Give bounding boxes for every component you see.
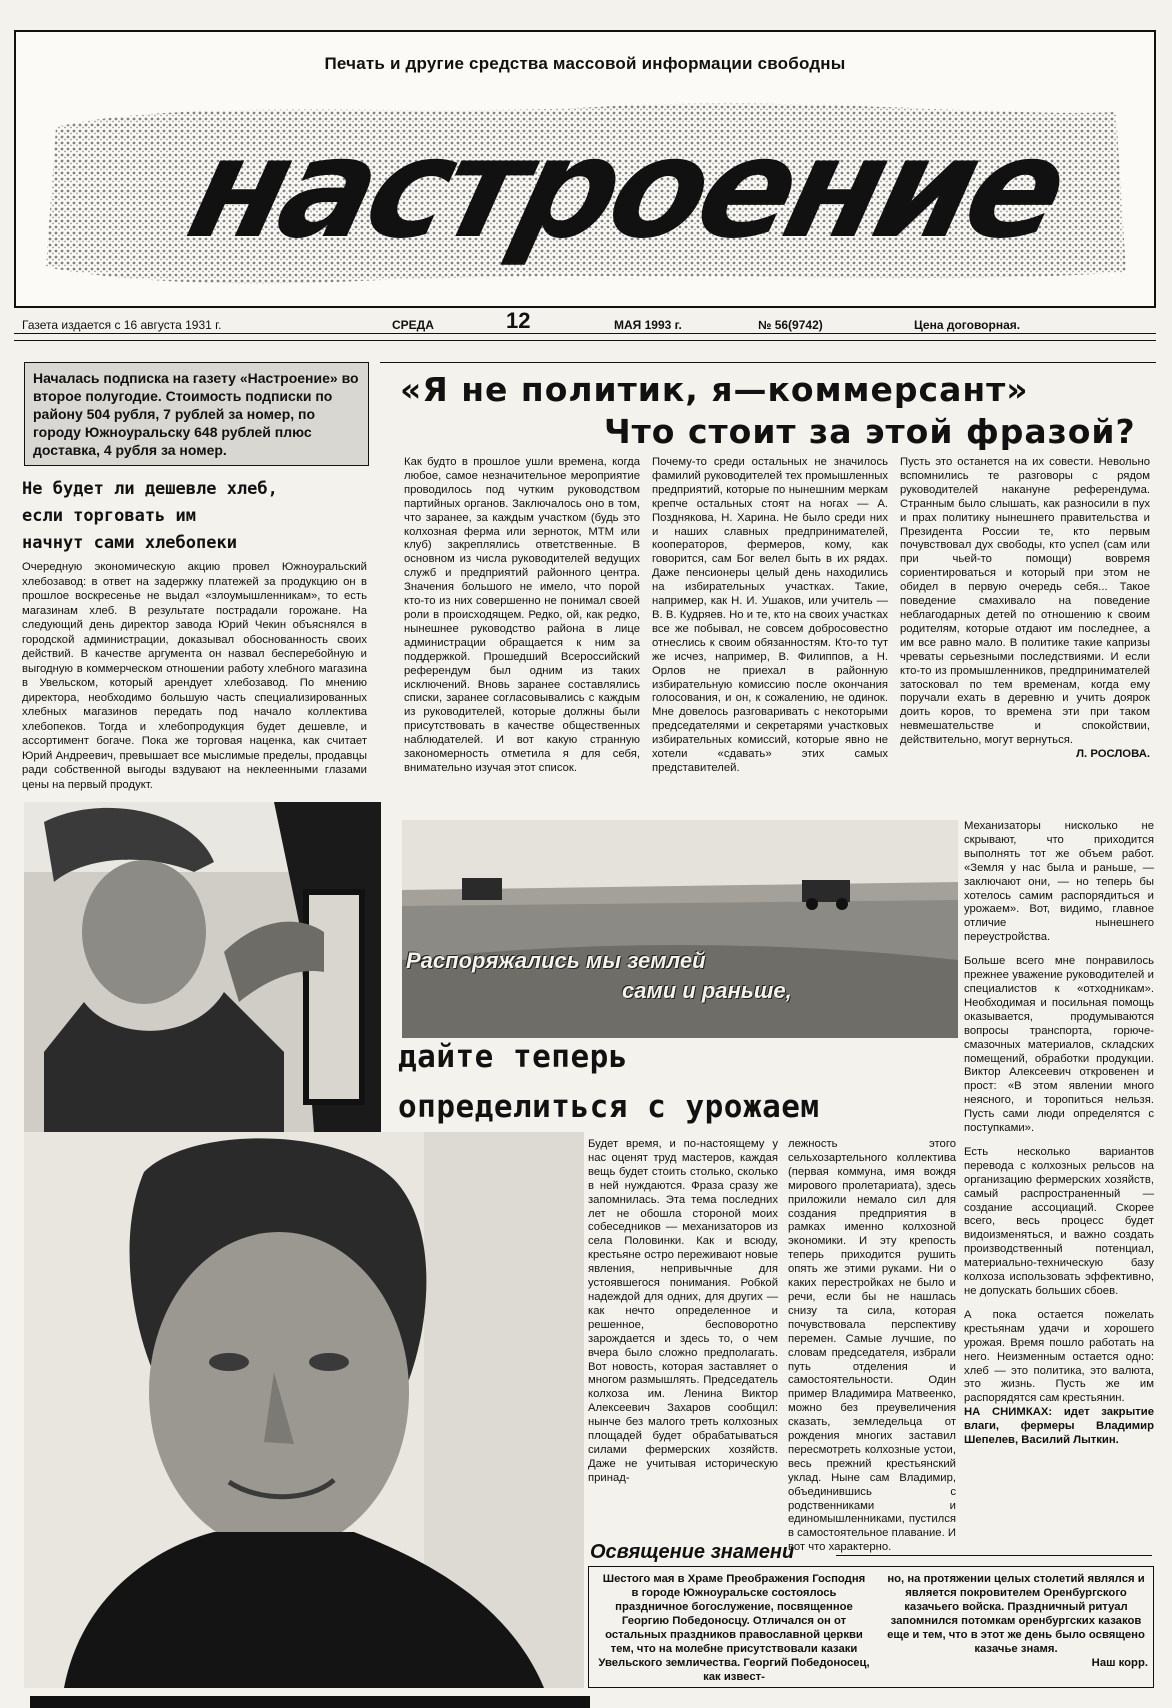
banner-title-rule <box>836 1555 1152 1556</box>
banner-column-2-text: но, на протяжении целых столетий являлся и является покровителем Оренбургского казачьего войска. Праздничный ритуал запомнился потомкам оренбургских казаков еще и тем, что в этот же день было освящено казачье знамя. <box>887 1573 1145 1655</box>
masthead <box>14 30 1156 308</box>
politics-subheadline: Что стоит за этой фразой? <box>604 412 1136 451</box>
harvest-column-3-para-2: Больше всего мне понравилось прежнее уважение руководителей и специалистов к «отходникам». Необходимая и посильная помощь оказывается, продумываются вопросы транспорта, горюче-смазочных материалов, складских помещений, обработки продукции. Виктор Алексеевич откровенен и прост: «В этом явлении много неясного, и торопиться нельзя. Пусть сами люди определятся с поступками». <box>964 955 1154 1135</box>
bottom-border-bar <box>30 1696 590 1708</box>
bread-title-line-1: Не будет ли дешевле хлеб, <box>22 479 278 499</box>
banner-author: Наш корр. <box>1091 1657 1148 1669</box>
harvest-column-3-para-4: А пока остается пожелать крестьянам удачи и хорошего урожая. Время пошло работать на него. Неизменным остается одно: хлеб — это политика, это валюта, это жизнь. Пусть же им распорядятся сам крестьянин. <box>964 1308 1154 1405</box>
masthead-title: настроение <box>174 108 1078 269</box>
bread-article-body: Очередную экономическую акцию провел Южноуральский хлебозавод: в ответ на задержку платежей за продукцию он в прошлое воскресенье не выдал «злоумышленникам», то есть магазинам хлеб. В результате пострадали горожане. На следующий день директор завода Юрий Чекин объяснялся в городской администрации, доказывал обоснованность своих действий. В качестве аргумента он назвал бесперебойную и выгодную в коммерческом отношении работу хлебного магазина в Увельском, который арендует хлебозавод. По мнению директора, необходимо большую часть специализированных хлебных магазинов передать под начало коллектива хлебопеков. Тогда и хлебопродукция будет дешевле, и ассортимент богаче. Пока же торговая наценка, как считает Юрий Андреевич, превышает все мыслимые пределы, продавцы ради собственной выгоды вздувают на неклеенными глазами цены на первый продукт. <box>22 561 367 791</box>
issue-meta-row <box>22 308 1152 340</box>
banner-column-2 <box>884 1572 1148 1684</box>
subscription-notice: Началась подписка на газету «Настроение» во второе полугодие. Стоимость подписки по району 504 рубля, 7 рублей за номер, по городу Южноуральску 648 рублей плюс доставка, 4 рубля за номер. <box>24 362 369 466</box>
politics-author: Л. РОСЛОВА. <box>1076 748 1150 761</box>
price-note: Цена договорная. <box>914 318 1021 332</box>
issue-number: № 56(9742) <box>758 318 823 332</box>
harvest-title-line-2: определиться с урожаем <box>398 1089 820 1125</box>
field-caption-line-2: сами и раньше, <box>622 978 792 1003</box>
field-caption-line-1: Распоряжались мы землей <box>406 948 706 973</box>
politics-column-3 <box>900 456 1150 784</box>
harvest-column-3 <box>964 820 1154 1544</box>
harvest-column-2: лежность этого сельхозартельного коллектива (первая коммуна, имя вождя мирового пролетариата), здесь приложили немало сил для создания предприятия в рамках именно колхозной экономики. И эту крепость теперь приходится рушить опять же этими руками. Ни о каких перестройках не было и речи, если бы не нашлась снизу та сила, которая почувствовала перспективу перемен. Самые лучшие, по словам председателя, избрали путь отделения и самостоятельности. Один пример Владимира Матвеенко, можно без преувеличения сказать, земледельца от рождения многих заставил пересмотреть колхозные устои, весь прежний крестьянский уклад. Ныне сам Владимир, объединившись с родственниками и единомышленниками, пустился в самостоятельное плавание. И вот что характерно. <box>788 1138 956 1554</box>
harvest-photo-caption: НА СНИМКАХ: идет закрытие влаги, фермеры Владимир Шепелев, Василий Лыткин. <box>964 1406 1154 1447</box>
banner-column-1: Шестого мая в Храме Преображения Господня в городе Южноуральске состоялось праздничное богослужение, посвященное Георгию Победоносцу. Отличался он от остальных праздников православной церкви тем, что на молебне присутствовали казаки Увельского земличества. Георгий Победоносец, как извест- <box>598 1573 870 1683</box>
issue-day: 12 <box>506 308 531 333</box>
weekday: СРЕДА <box>392 318 434 332</box>
masthead-motto: Печать и другие средства массовой информации свободны <box>324 54 846 73</box>
politics-column-3-text: Пусть это останется на их совести. Невольно вспомнились те разговоры с рядом руководителей накануне референдума. Странным было слышать, как разносили в пух и прах политику нынешнего правительства и Президента России те, кто первым почувствовал дух свободы, кто успел (сам или при чьей-то помощи) вовремя сориентироваться и который при этом не обидел в первую очередь себя... Такое поведение смахивало на поведение неблагодарных детей по отношению к своим родителям, которые отдают им последнее, а им все равно мало. В политике такие капризы чреваты серьезными последствиями. И если кто-то из промышленников, предпринимателей затосковал по тем временам, когда ему поручали ехать в деревню и учить доярок доить коров, то времена эти при таком невмешательстве и спокойствии, действительно, могут вернуться. <box>900 456 1150 747</box>
harvest-title-line-1: дайте теперь <box>398 1039 628 1075</box>
harvest-column-3-para-3: Есть несколько вариантов перевода с колхозных рельсов на организацию фермерских хозяйств, самый распространенный — создание ассоциаций. Скорее всего, весь процесс будет видоизменяться, и важно создать производственный потенциал, материально-техническую базу колхоза использовать эффективно, не допускать больших сбоев. <box>964 1145 1154 1297</box>
photo-farmer-portrait <box>24 1132 584 1688</box>
politics-headline: «Я не политик, я—коммерсант» <box>400 370 1029 409</box>
politics-column-1: Как будто в прошлое ушли времена, когда любое, самое незначительное мероприятие проводилось под чутким руководством партийных органов. Заключалось оно в том, что заранее, за каждым участком (будь это колхозная ферма или зерноток, МТМ или клуб) закреплялись ответственные. В основном из числа руководителей ведущих служб и предприятий районного центра. Значения большого не имело, что порой кто-то из них совершенно не понимал своей роли в происходящем. Редко, ой, как редко, нынешнее руководство района в лице администрации обращается к ним за поддержкой. Прошедший Всероссийский референдум был одним из таких исключений. Вновь заранее составлялись списки, заранее согласовывались с каждым из руководителей, которые должны были присутствовать в качестве общественных наблюдателей. И вот какую странную закономерность отметила я для себя, внимательно изучая этот список. <box>404 456 640 774</box>
bread-title-line-2: если торговать им <box>22 506 196 526</box>
harvest-column-3-para-1: Механизаторы нисколько не скрывают, что приходится выполнять тот же объем работ. «Земля у нас была и раньше, — заключают они, — но теперь бы хотелось самим распорядиться и урожаем». Вот, видимо, главное отличие нынешнего переустройства. <box>964 820 1154 944</box>
issue-month-year: МАЯ 1993 г. <box>614 318 682 332</box>
founded-note: Газета издается с 16 августа 1931 г. <box>22 318 222 332</box>
field-photo-caption <box>406 946 886 1006</box>
bread-title-line-3: начнут сами хлебопеки <box>22 533 237 553</box>
photo-tractor-driver <box>24 802 381 1132</box>
bread-article-title <box>22 476 367 557</box>
politics-column-2: Почему-то среди остальных не значилось фамилий руководителей тех промышленных предприятий, которые по нынешним меркам крепче остальных стоят на ногах — А. Позднякова, Н. Харина. Не было среди них и наших славных предпринимателей, кооператоров, фермеров, кому, как говорится, сам Бог велел быть в их рядах. Даже пенсионеры целый день находились на избирательных участках. Такие, например, как Н. И. Ушаков, или учитель — В. В. Кудряев. Но и те, кто на своих участках все же побывал, не совсем добросовестно отнеслись к своим обязанностям. Кто-то тут же исчез, например, В. Филиппов, а Н. Орлов не приехал в районную избирательную комиссию после окончания голосования, и он, к сожалению, не одинок. Мне довелось разговаривать с некоторыми председателями и секретарями участковых избирательных комиссий, которые явно не хотели «сдавать» этих самых представителей. <box>652 456 888 774</box>
harvest-article-title <box>398 1032 938 1132</box>
meta-divider-lower <box>14 340 1156 341</box>
banner-article-title: Освящение знамени <box>590 1541 795 1563</box>
harvest-column-1: Будет время, и по-настоящему у нас оценят труд мастеров, каждая вещь будет стоить столько, сколько в ней нуждаются. Фраза сразу же запомнилась. Эта тема последних лет не обошла стороной моих собеседников — механизаторов из села Половинки. Как и всюду, крестьяне остро переживают новые явления, непривычные для устоявшегося понимания. Робкой надеждой для одних, для других — как нечто определенное и решенное, бесповоротно зарождается и здесь то, о чем вчера было сложно предполагать. Вот новость, которая заставляет о многом размышлять. Председатель колхоза им. Ленина Виктор Алексеевич Захаров сообщил: нынче без малого треть колхозных площадей будет обрабатываться силами фермерских хозяйств. Даже не учитывая историческую принад- <box>588 1138 778 1484</box>
